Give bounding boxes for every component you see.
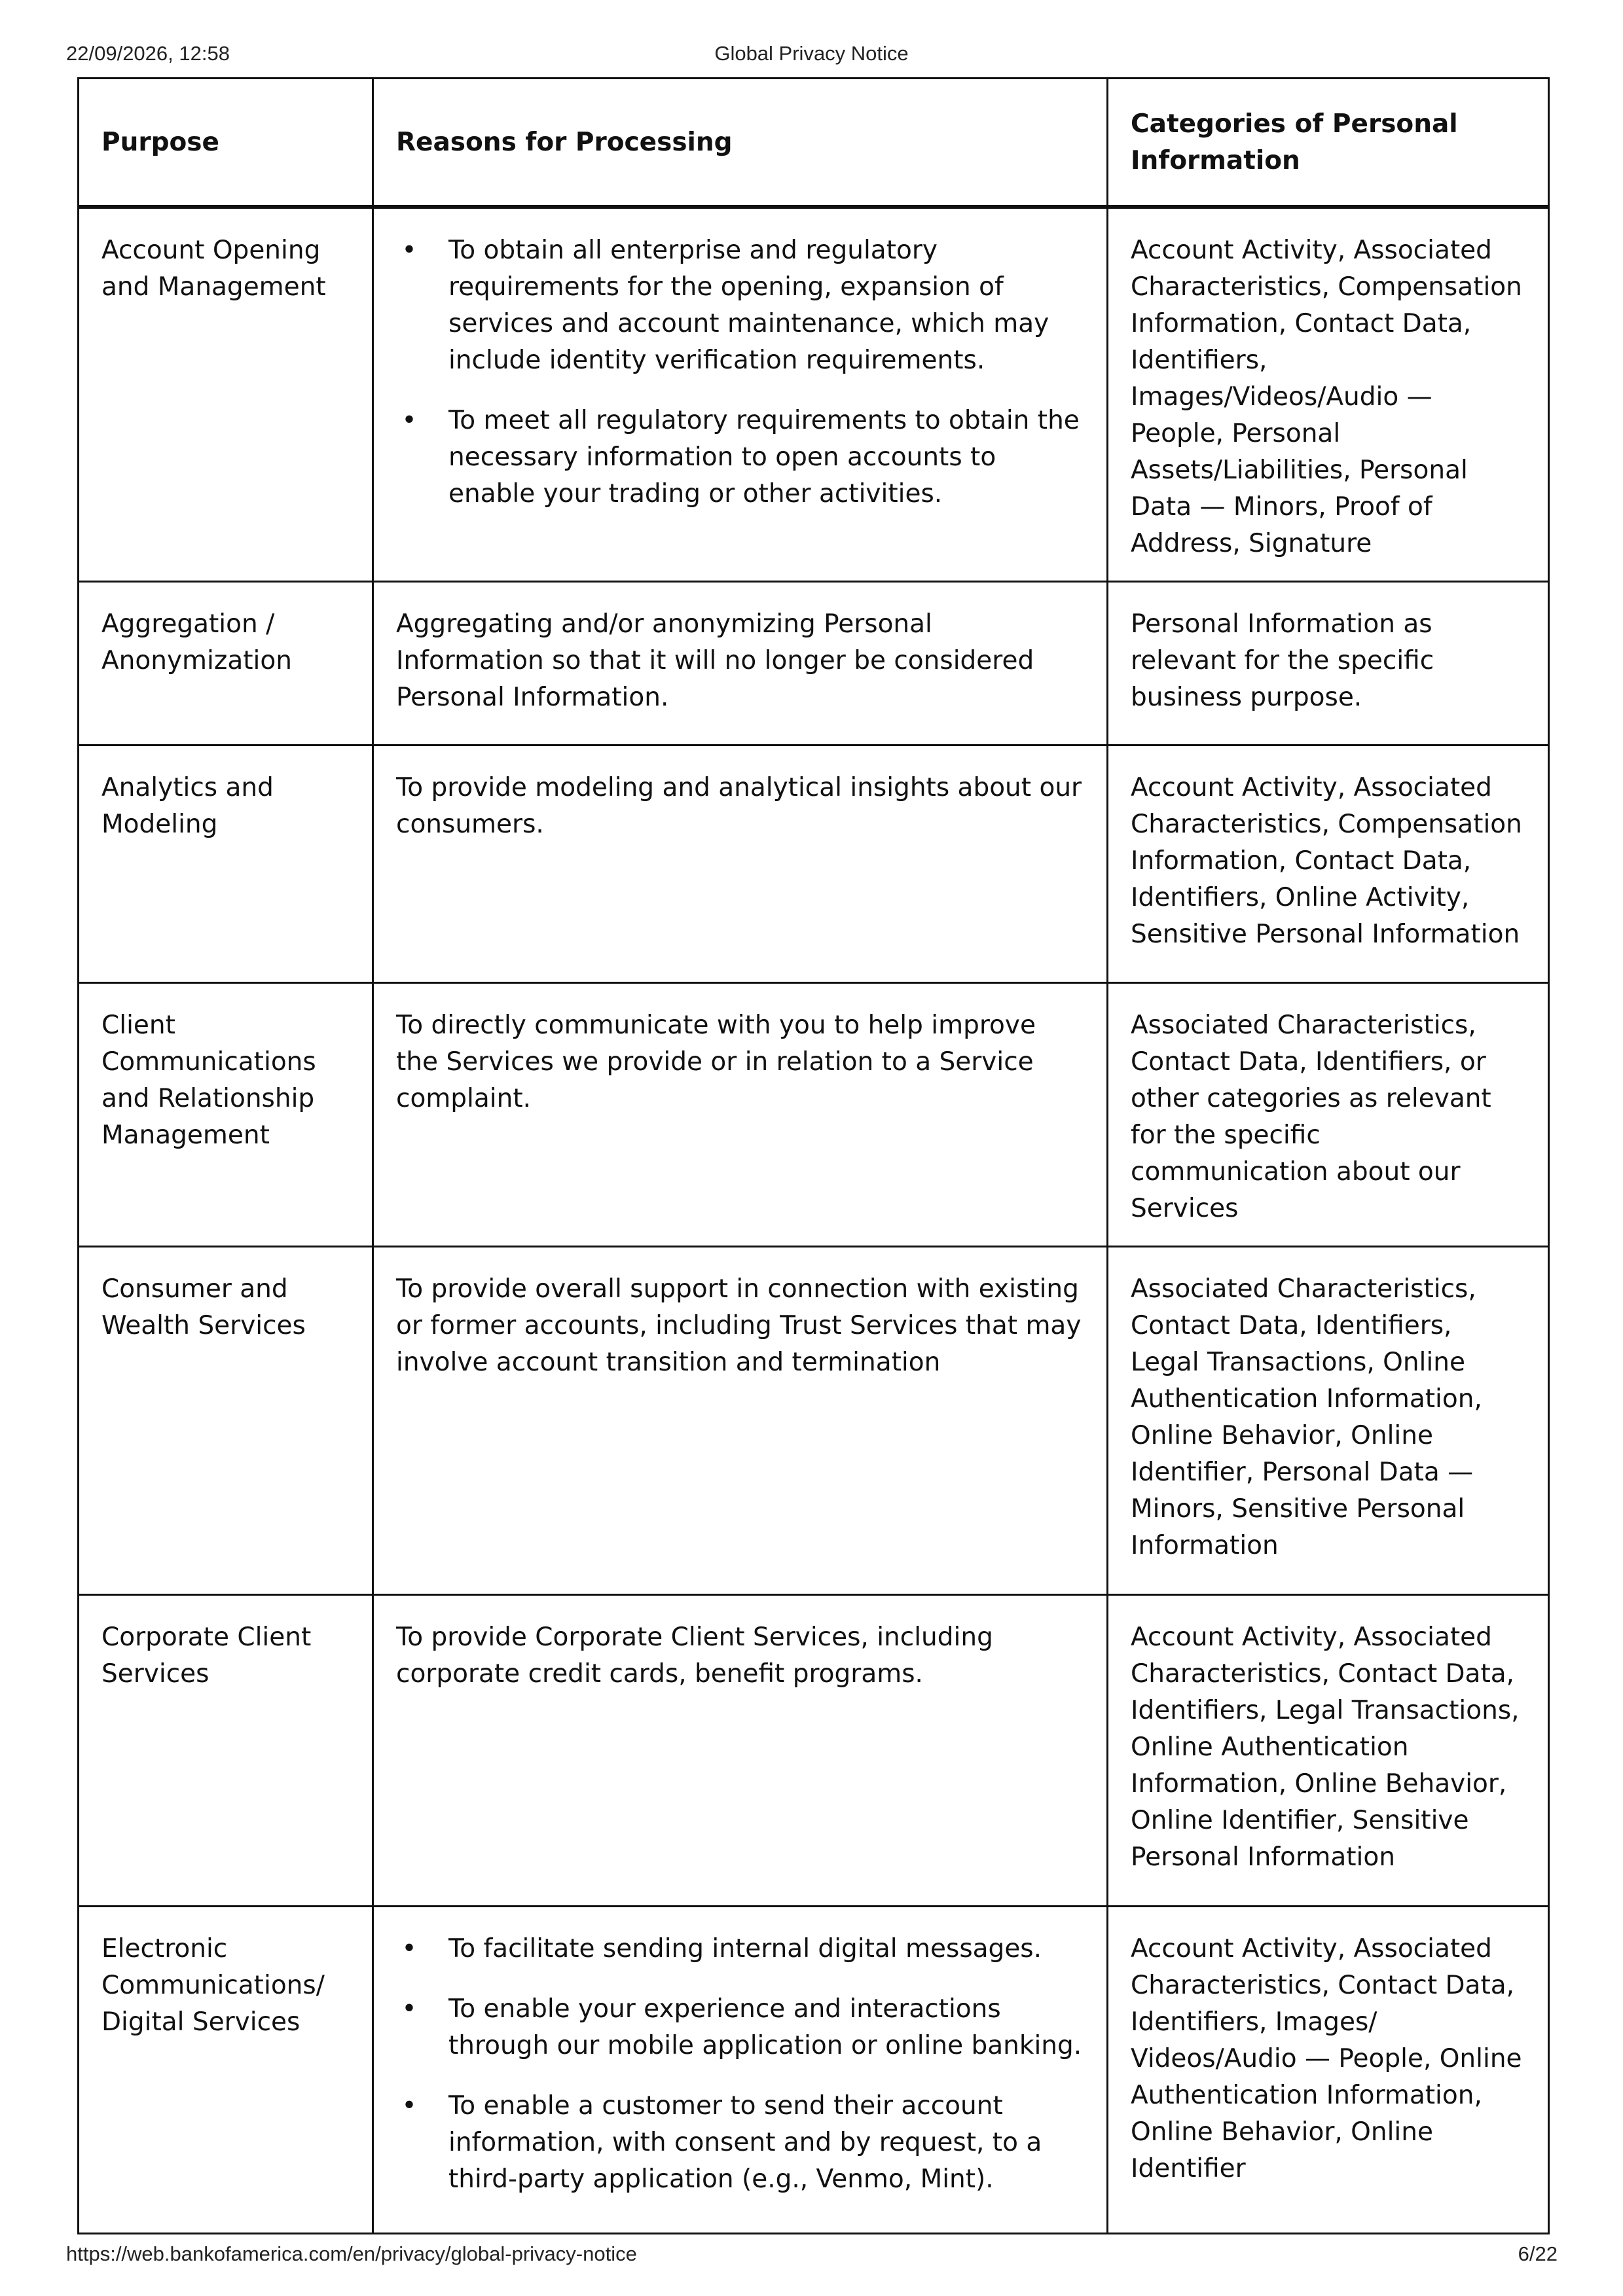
- categories-cell: Account Activity, Associated Characteristics, Compensation Information, Contact Data, Identifiers, Images/Videos/Audio — People, Personal Assets/Liabilities, Personal Data — Minors, Proof of Address, Signature: [1108, 207, 1549, 582]
- categories-cell: Account Activity, Associated Characteristics, Contact Data, Identifiers, Legal Transactions, Online Authentication Information, Online Behavior, Online Identifier, Sensitive Personal Information: [1108, 1594, 1549, 1906]
- categories-cell: Account Activity, Associated Characteristics, Contact Data, Identifiers, Images/ Videos/Audio — People, Online Authentication Information, Online Behavior, Online Identifier: [1108, 1906, 1549, 2233]
- header-categories: Categories of Personal Information: [1108, 79, 1549, 207]
- reason-text: To enable a customer to send their account information, with consent and by request, to a third-party application (e.g., Venmo, Mint).: [448, 2090, 1042, 2194]
- purpose-cell: Account Opening and Management: [79, 207, 373, 582]
- reason-text: To meet all regulatory requirements to obtain the necessary information to open accounts to enable your trading or other activities.: [448, 405, 1080, 509]
- bullet-icon: •: [401, 235, 417, 265]
- page-number: 6/22: [1518, 2242, 1558, 2265]
- bullet-icon: •: [401, 405, 417, 435]
- page-url: https://web.bankofamerica.com/en/privacy/global-privacy-notice: [66, 2242, 637, 2265]
- purpose-cell: Electronic Communications/ Digital Services: [79, 1906, 373, 2233]
- reasons-cell: [373, 1906, 1108, 2233]
- reasons-cell: To provide modeling and analytical insights about our consumers.: [373, 745, 1108, 982]
- reason-item: [396, 232, 1084, 379]
- table-header-row: [79, 79, 1549, 207]
- privacy-purposes-table: [77, 77, 1550, 2234]
- reason-text: To enable your experience and interactions through our mobile application or online banking.: [448, 1994, 1082, 2060]
- reasons-list: [396, 232, 1084, 512]
- reasons-cell: To directly communicate with you to help improve the Services we provide or in relation to a Service complaint.: [373, 982, 1108, 1246]
- reason-text: To obtain all enterprise and regulatory requirements for the opening, expansion of services and account maintenance, which may include identity verification requirements.: [448, 235, 1049, 375]
- table-row: [79, 1594, 1549, 1906]
- bullet-icon: •: [401, 1933, 417, 1964]
- purpose-cell: Corporate Client Services: [79, 1594, 373, 1906]
- categories-cell: Associated Characteristics, Contact Data, Identifiers, Legal Transactions, Online Authentication Information, Online Behavior, Online Identifier, Personal Data — Minors, Sensitive Personal Information: [1108, 1246, 1549, 1594]
- reason-item: [396, 1931, 1084, 1967]
- purpose-cell: Consumer and Wealth Services: [79, 1246, 373, 1594]
- reason-text: To facilitate sending internal digital messages.: [448, 1933, 1042, 1964]
- reasons-list: [396, 1931, 1084, 2198]
- print-header: [0, 42, 1623, 71]
- table-row: [79, 982, 1549, 1246]
- reasons-cell: To provide Corporate Client Services, including corporate credit cards, benefit programs.: [373, 1594, 1108, 1906]
- header-reasons: Reasons for Processing: [373, 79, 1108, 207]
- reason-item: [396, 2088, 1084, 2198]
- reason-item: [396, 403, 1084, 512]
- table-row: [79, 207, 1549, 582]
- table-row: [79, 1906, 1549, 2233]
- table-row: [79, 581, 1549, 745]
- reasons-cell: Aggregating and/or anonymizing Personal Information so that it will no longer be considered Personal Information.: [373, 581, 1108, 745]
- bullet-icon: •: [401, 1994, 417, 2024]
- categories-cell: Account Activity, Associated Characteristics, Compensation Information, Contact Data, Identifiers, Online Activity, Sensitive Personal Information: [1108, 745, 1549, 982]
- header-purpose: Purpose: [79, 79, 373, 207]
- print-datetime: 22/09/2026, 12:58: [66, 42, 230, 65]
- categories-cell: Associated Characteristics, Contact Data, Identifiers, or other categories as relevant for the specific communication about our Services: [1108, 982, 1549, 1246]
- purpose-cell: Aggregation / Anonymization: [79, 581, 373, 745]
- print-title: Global Privacy Notice: [714, 42, 909, 65]
- bullet-icon: •: [401, 2090, 417, 2121]
- categories-cell: Personal Information as relevant for the specific business purpose.: [1108, 581, 1549, 745]
- purpose-cell: Client Communications and Relationship Management: [79, 982, 373, 1246]
- purpose-cell: Analytics and Modeling: [79, 745, 373, 982]
- reason-item: [396, 1991, 1084, 2064]
- table-row: [79, 745, 1549, 982]
- reasons-cell: [373, 207, 1108, 582]
- table-row: [79, 1246, 1549, 1594]
- reasons-cell: To provide overall support in connection with existing or former accounts, including Trust Services that may involve account transition and termination: [373, 1246, 1108, 1594]
- print-footer: [0, 2242, 1623, 2271]
